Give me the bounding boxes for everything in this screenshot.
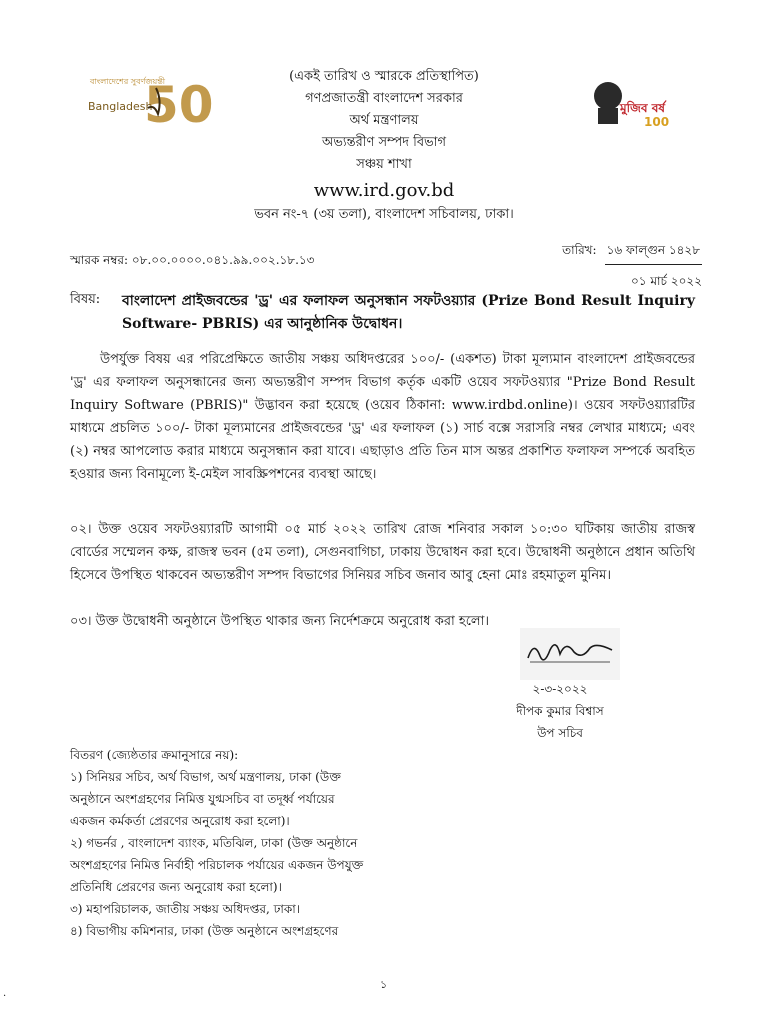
distribution-heading: বিতরণ (জ্যেষ্ঠতার ক্রমানুসারে নয়):: [70, 748, 239, 762]
list-item: ২) গভর্নর , বাংলাদেশ ব্যাংক, মতিঝিল, ঢাকা (উক্ত অনুষ্ঠানে অংশগ্রহণের নিমিত্ত নির্বাহী পরিচালক পর্যায়ের একজন উপযুক্ত প্রতিনিধি প্রেরণের জন্য অনুরোধ করা হলো)।: [70, 836, 364, 894]
signatory-name: দীপক কুমার বিশ্বাস: [516, 704, 604, 718]
website-link[interactable]: www.ird.gov.bd: [313, 180, 455, 201]
subject-line: [70, 290, 695, 336]
date-bangla: ১৬ ফাল্গুন ১৪২৮: [605, 242, 702, 265]
body-paragraph-1: উপর্যুক্ত বিষয় এর পরিপ্রেক্ষিতে জাতীয় সঞ্চয় অধিদপ্তরের ১০০/- (একশত) টাকা মূল্যমান বাংলাদেশ প্রাইজবন্ডের 'ড্র' এর ফলাফল অনুসন্ধানের জন্য অভ্যন্তরীণ সম্পদ বিভাগ কর্তৃক একটি ওয়েব সফটওয়্যার "Prize Bond Result Inquiry Software (PBRIS)" উদ্ভাবন করা হয়েছে (ওয়েব ঠিকানা: www.irdbd.online)। ওয়েব সফটওয়্যারটির মাধ্যমে প্রচলিত ১০০/- টাকা মূল্যমানের প্রাইজবন্ডের 'ড্র' এর ফলাফল (১) সার্চ বক্সে সরাসরি নম্বর লেখার মাধ্যমে; এবং (২) নম্বর আপলোড করার মাধ্যমে অনুসন্ধান করা যাবে। এছাড়াও প্রতি তিন মাস অন্তর প্রকাশিত ফলাফল সম্পর্কে অবহিত হওয়ার জন্য বিনামূল্যে ই-মেইল সাবস্ক্রিপশনের ব্যবস্থা আছে।: [70, 352, 695, 482]
branch-name: সঞ্চয় শাখা: [356, 157, 412, 172]
list-item: ৪) বিভাগীয় কমিশনার, ঢাকা (উক্ত অনুষ্ঠানে অংশগ্রহণের: [70, 924, 339, 938]
division-name: অভ্যন্তরীণ সম্পদ বিভাগ: [321, 135, 447, 150]
edge-mark: .: [3, 988, 7, 999]
date-english: ০১ মার্চ ২০২২: [630, 274, 702, 288]
subject-label: বিষয়:: [70, 292, 101, 307]
logo-right-number: 100: [644, 115, 670, 129]
logo-left-subtitle: বাংলাদেশের সুবর্ণজয়ন্তী: [90, 77, 166, 86]
ministry-name: অর্থ মন্ত্রণালয়: [349, 113, 419, 128]
office-address: ভবন নং-৭ (৩য় তলা), বাংলাদেশ সচিবালয়, ঢাকা।: [254, 207, 514, 222]
list-item: ১) সিনিয়র সচিব, অর্থ বিভাগ, অর্থ মন্ত্রণালয়, ঢাকা (উক্ত অনুষ্ঠানে অংশগ্রহণের নিমিত্ত যুগ্মসচিব বা তদূর্ধ্ব পর্যায়ের একজন কর্মকর্তা প্রেরণের অনুরোধ করা হলো)।: [70, 770, 341, 828]
body-paragraph-3: ০৩। উক্ত উদ্বোধনী অনুষ্ঠানে উপস্থিত থাকার জন্য নির্দেশক্রমে অনুরোধ করা হলো।: [70, 614, 490, 629]
distribution-list: [70, 744, 370, 942]
memo-number: স্মারক নম্বর: ০৮.০০.০০০০.০৪১.৯৯.০০২.১৮.১৩: [70, 253, 315, 267]
page-number: ১: [380, 978, 388, 991]
signatory-designation: উপ সচিব: [537, 726, 583, 740]
list-item: ৩) মহাপরিচালক, জাতীয় সঞ্চয় অধিদপ্তর, ঢাকা।: [70, 902, 301, 916]
signature-date: ২-৩-২০২২: [532, 682, 588, 696]
handwritten-signature: [520, 628, 620, 680]
logo-left-text: Bangladesh: [88, 100, 153, 113]
body-paragraph-2: ০২। উক্ত ওয়েব সফটওয়্যারটি আগামী ০৫ মার্চ ২০২২ তারিখ রোজ শনিবার সকাল ১০:৩০ ঘটিকায় জাতীয় রাজস্ব বোর্ডের সম্মেলন কক্ষ, রাজস্ব ভবন (৫ম তলা), সেগুনবাগিচা, ঢাকায় উদ্বোধন করা হবে। উদ্বোধনী অনুষ্ঠানে প্রধান অতিথি হিসেবে উপস্থিত থাকবেন অভ্যন্তরীণ সম্পদ বিভাগের সিনিয়র সচিব জনাব আবু হেনা মোঃ রহমাতুল মুনিম।: [70, 522, 695, 583]
letterhead: [0, 66, 768, 226]
signatory-block: [480, 678, 640, 744]
logo-left-number: 50: [144, 76, 214, 134]
date-block: [562, 242, 702, 293]
logo-right-text: মুজিব বর্ষ: [620, 101, 665, 115]
subject-text: বাংলাদেশ প্রাইজবন্ডের 'ড্র' এর ফলাফল অনুসন্ধান সফটওয়্যার (Prize Bond Result Inquiry Software- PBRIS) এর আনুষ্ঠানিক উদ্বোধন।: [122, 293, 695, 332]
replacement-note: (একই তারিখ ও স্মারকে প্রতিস্থাপিত): [289, 69, 479, 84]
government-name: গণপ্রজাতন্ত্রী বাংলাদেশ সরকার: [305, 91, 463, 106]
date-label: তারিখ:: [562, 243, 597, 257]
